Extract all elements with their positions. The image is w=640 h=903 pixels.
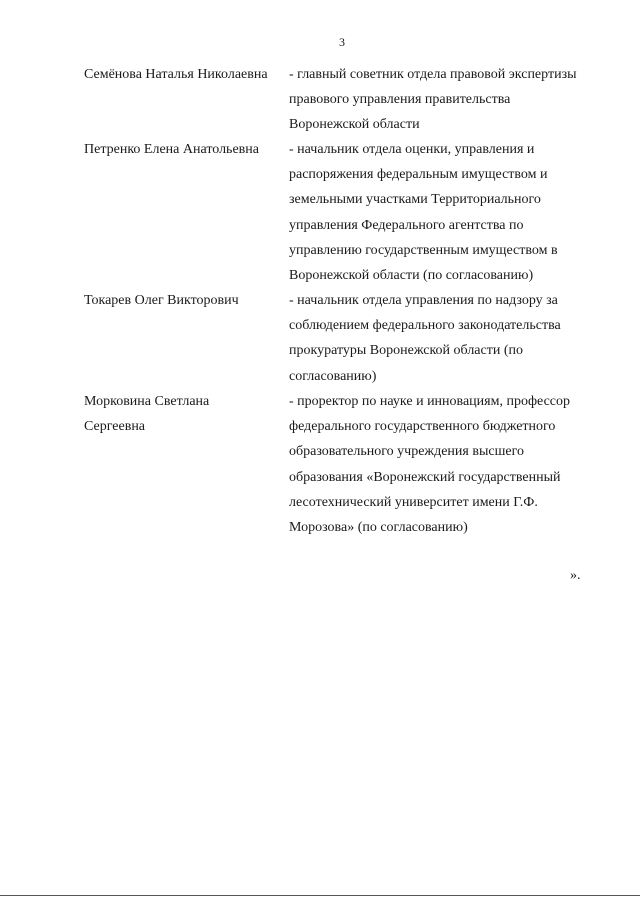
member-role-line: управлению государственным имуществом в bbox=[289, 242, 558, 258]
member-role bbox=[289, 137, 609, 288]
member-name-line: Сергеевна bbox=[84, 419, 146, 435]
member-role-line: - главный советник отдела правовой экспертизы bbox=[289, 67, 577, 82]
member-role-line: согласованию) bbox=[289, 368, 377, 384]
member-name-line: Семёнова Наталья Николаевна bbox=[84, 67, 268, 82]
member-role-line: - начальник отдела оценки, управления и bbox=[289, 142, 535, 157]
member-role-line: образовательного учреждения высшего bbox=[289, 444, 524, 460]
member-name-line: Петренко Елена Анатольевна bbox=[84, 142, 259, 157]
member-role bbox=[289, 389, 609, 540]
scan-edge-divider bbox=[0, 895, 640, 896]
member-role-line: прокуратуры Воронежской области (по bbox=[289, 343, 524, 359]
page-number: 3 bbox=[339, 35, 345, 49]
member-role-line: образования «Воронежский государственный bbox=[289, 469, 561, 485]
member-role-line: Воронежской области bbox=[289, 117, 420, 133]
member-name bbox=[84, 288, 274, 313]
member-role bbox=[289, 288, 609, 389]
member-role-line: федерального государственного бюджетного bbox=[289, 419, 556, 435]
member-role-line: Морозова» (по согласованию) bbox=[289, 520, 468, 536]
member-name-line: Морковина Светлана bbox=[84, 394, 210, 409]
member-role-line: правового управления правительства bbox=[289, 92, 511, 108]
member-role-line: - начальник отдела управления по надзору за bbox=[289, 293, 558, 308]
member-role-line: земельными участками Территориального bbox=[289, 192, 541, 208]
member-role-line: управления Федерального агентства по bbox=[289, 217, 524, 233]
member-role-line: Воронежской области (по согласованию) bbox=[289, 268, 534, 284]
member-role-line: лесотехнический университет имени Г.Ф. bbox=[289, 494, 538, 510]
member-role-line: соблюдением федерального законодательства bbox=[289, 318, 561, 334]
member-name bbox=[84, 389, 274, 439]
member-role-line: распоряжения федеральным имуществом и bbox=[289, 167, 548, 183]
member-role-line: - проректор по науке и инновациям, профессор bbox=[289, 394, 571, 409]
member-role bbox=[289, 62, 609, 138]
closing-quote-mark: ». bbox=[570, 568, 581, 583]
member-name-line: Токарев Олег Викторович bbox=[84, 293, 239, 308]
member-name bbox=[84, 62, 274, 87]
member-name bbox=[84, 137, 274, 162]
